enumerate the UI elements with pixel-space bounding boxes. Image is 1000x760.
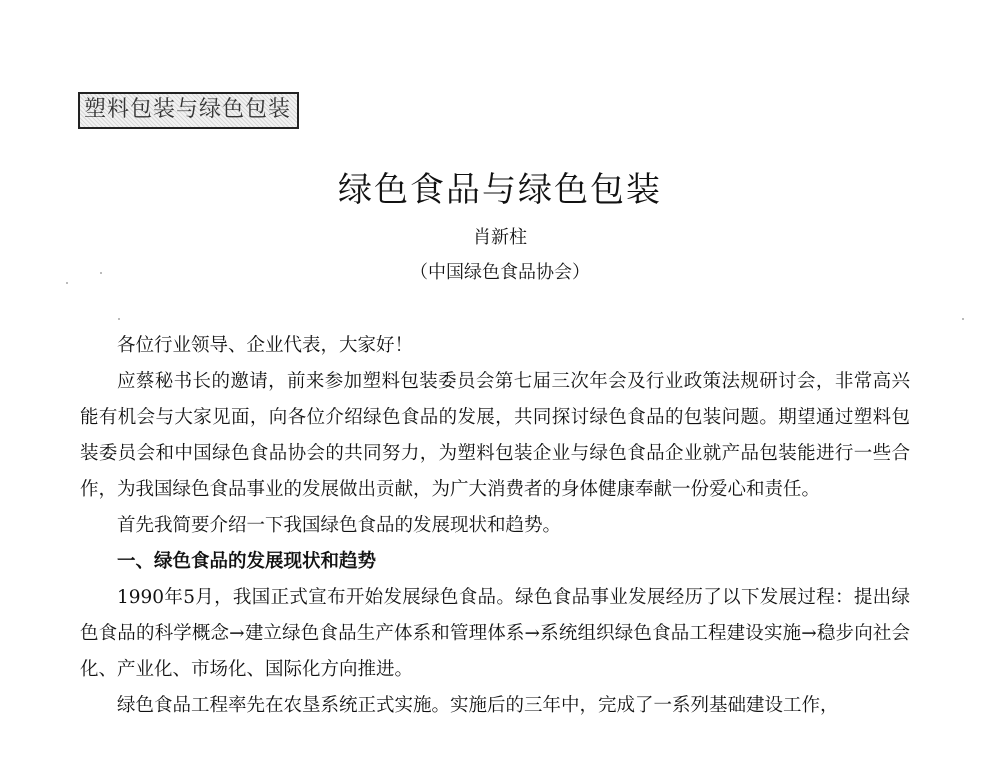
section-heading: 一、绿色食品的发展现状和趋势 [117, 551, 377, 572]
author-name: 肖新柱 [473, 227, 527, 248]
implementation-paragraph: 绿色食品工程率先在农垦系统正式实施。实施后的三年中，完成了一系列基础建设工作， [117, 695, 839, 716]
scan-speck [118, 318, 120, 320]
overview-paragraph: 首先我简要介绍一下我国绿色食品的发展现状和趋势。 [117, 515, 562, 536]
author-affiliation: （中国绿色食品协会） [410, 262, 590, 283]
scan-speck [66, 282, 68, 284]
history-paragraph: 1990年5月，我国正式宣布开始发展绿色食品。绿色食品事业发展经历了以下发展过程：提出绿色食品的科学概念→建立绿色食品生产体系和管理体系→系统组织绿色食品工程建设实施→稳步向社会化、产业化、市场化、国际化方向推进。 [80, 587, 910, 680]
scan-speck [100, 272, 102, 274]
intro-paragraph: 应蔡秘书长的邀请，前来参加塑料包装委员会第七届三次年会及行业政策法规研讨会，非常高兴能有机会与大家见面，向各位介绍绿色食品的发展，共同探讨绿色食品的包装问题。期望通过塑料包装委员会和中国绿色食品协会的共同努力，为塑料包装企业与绿色食品企业就产品包装能进行一些合作，为我国绿色食品事业的发展做出贡献，为广大消费者的身体健康奉献一份爱心和责任。 [80, 371, 910, 500]
article-title: 绿色食品与绿色包装 [338, 170, 662, 210]
article-body [80, 328, 910, 724]
greeting-paragraph: 各位行业领导、企业代表，大家好！ [117, 335, 414, 356]
scan-speck [962, 318, 964, 320]
section-tag: 塑料包装与绿色包装 [78, 92, 299, 129]
